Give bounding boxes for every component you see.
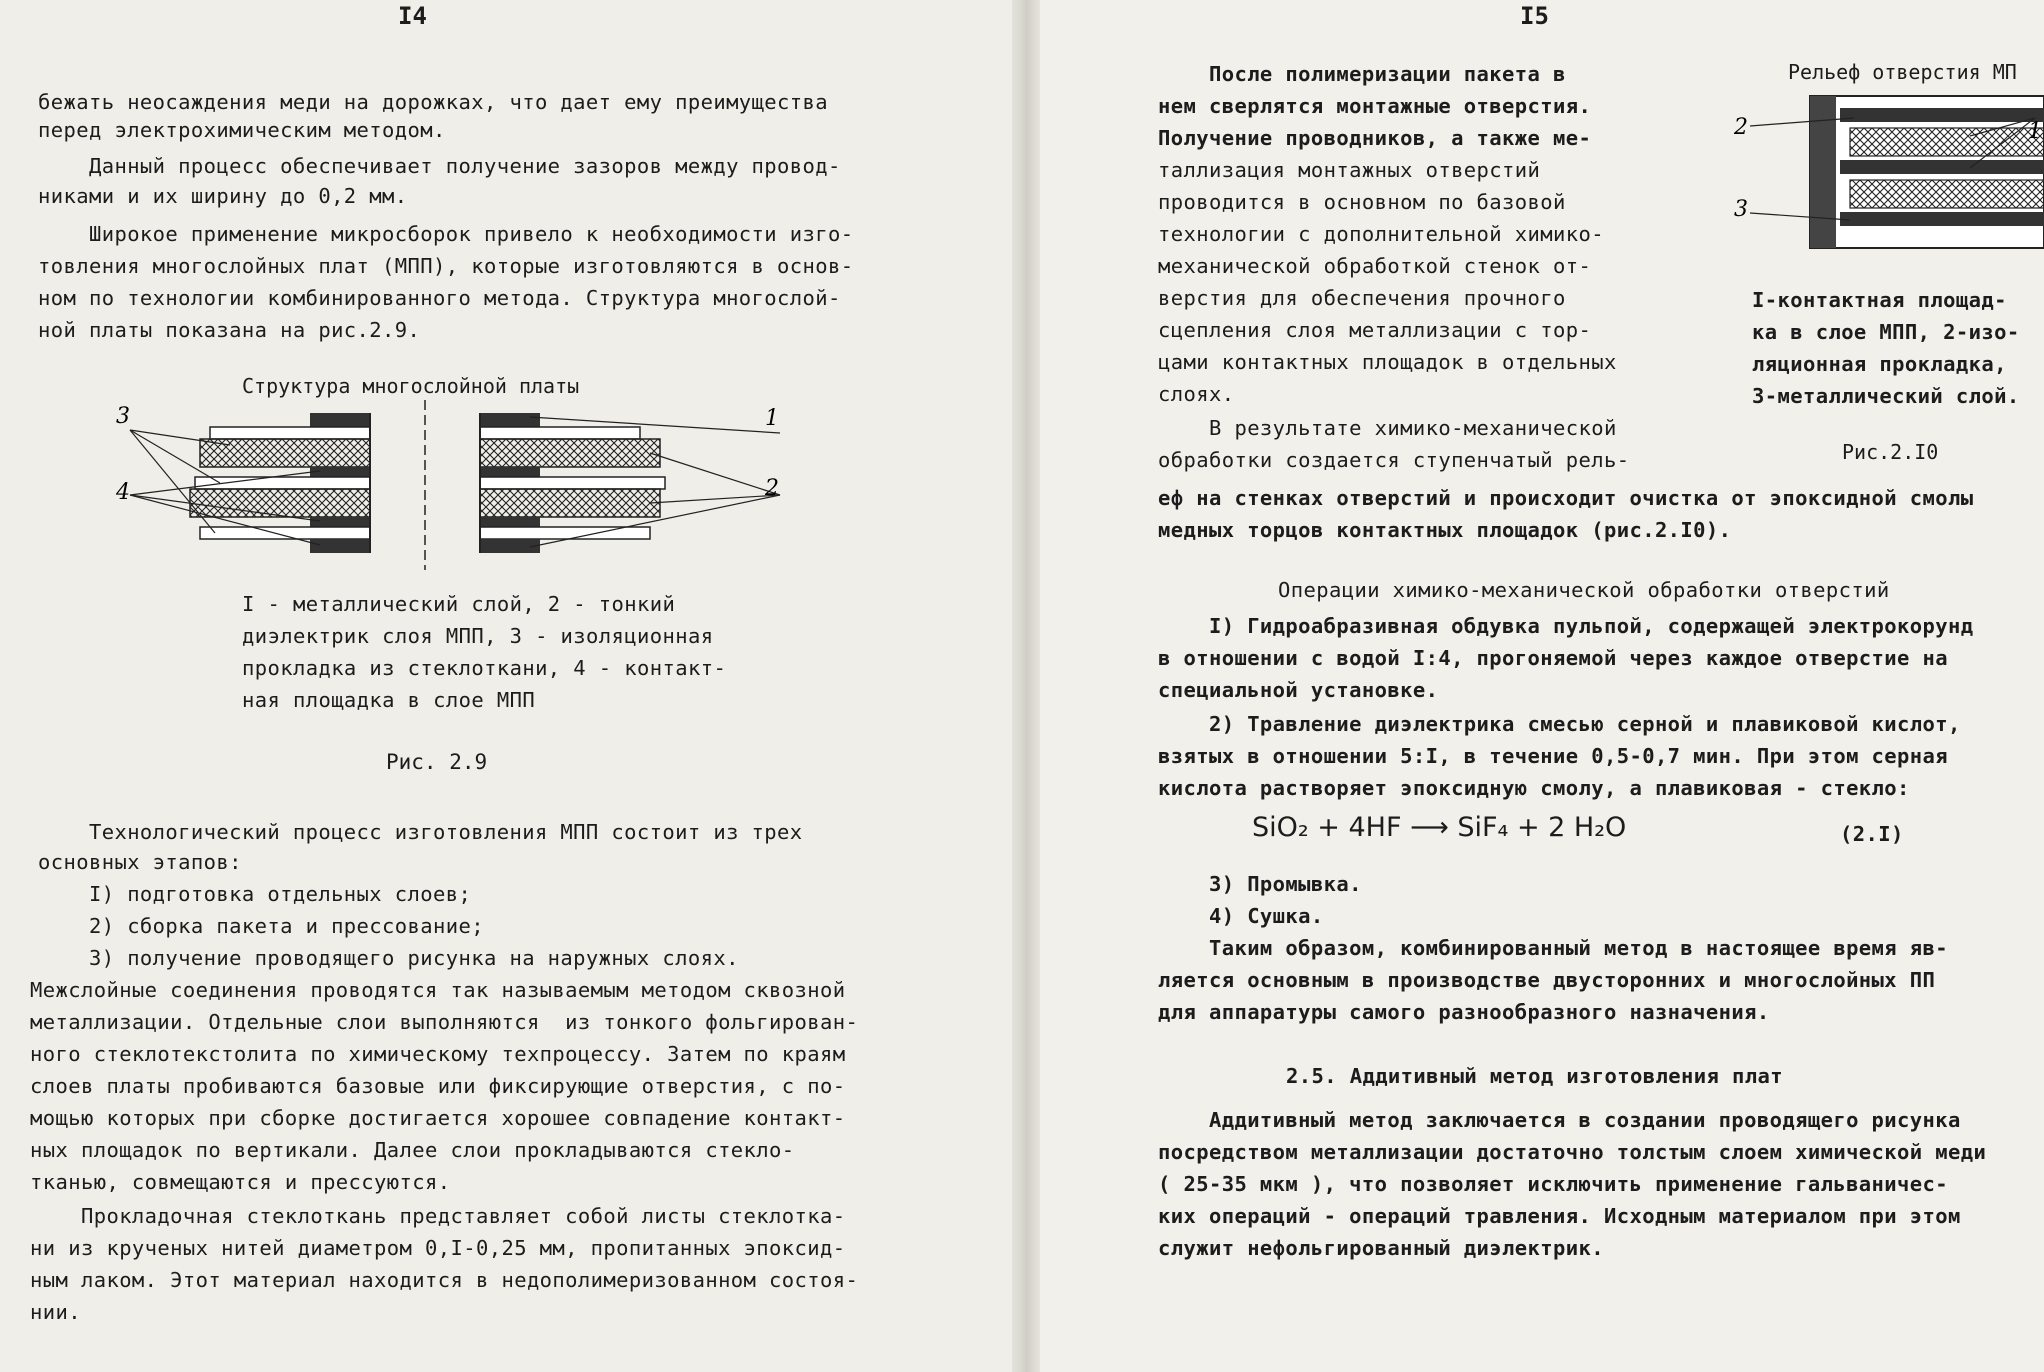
text-line: Межслойные соединения проводятся так называемым методом сквозной — [30, 978, 846, 1002]
text-line: нем сверлятся монтажные отверстия. — [1158, 94, 1592, 118]
text-line: ляется основным в производстве двусторонних и многослойных ПП — [1158, 968, 1936, 992]
text-line: металлизации. Отдельные слои выполняются из тонкого фольгирован- — [30, 1010, 859, 1034]
text-line: специальной установке. — [1158, 678, 1439, 702]
text-line: 2) сборка пакета и прессование; — [38, 914, 484, 938]
text-line: посредством металлизации достаточно толстым слоем химической меди — [1158, 1140, 1987, 1164]
text-line: перед электрохимическим методом. — [38, 118, 446, 142]
figure-number: Рис.2.I0 — [1842, 440, 1939, 464]
figure-label: 2 — [765, 476, 779, 501]
page-number: I4 — [398, 2, 427, 30]
figure-label: 2 — [1734, 115, 1748, 140]
figure-caption-line: I - металлический слой, 2 - тонкий — [242, 592, 676, 616]
text-line: 2) Травление диэлектрика смесью серной и плавиковой кислот, — [1158, 712, 1961, 736]
section-heading: Операции химико-механической обработки отверстий — [1278, 578, 1890, 602]
figure-label: 3 — [116, 404, 130, 429]
text-line: мощью которых при сборке достигается хорошее совпадение контакт- — [30, 1106, 846, 1130]
text-line: механической обработкой стенок от- — [1158, 254, 1592, 278]
text-line: ни из крученых нитей диаметром 0,I-0,25 мм, пропитанных эпоксид- — [30, 1236, 846, 1260]
text-line: ным лаком. Этот материал находится в недополимеризованном состоя- — [30, 1268, 859, 1292]
figure-label: 4 — [116, 480, 130, 505]
figure-title: Рельеф отверстия МП — [1788, 60, 2017, 84]
figure-label: 3 — [1734, 197, 1748, 222]
text-line: ких операций - операций травления. Исходным материалом при этом — [1158, 1204, 1961, 1228]
text-line: В результате химико-механической — [1158, 416, 1617, 440]
text-line: основных этапов: — [38, 850, 242, 874]
text-line: сцепления слоя металлизации с тор- — [1158, 318, 1592, 342]
text-line: Получение проводников, а также ме- — [1158, 126, 1592, 150]
figure-caption-line: 3-металлический слой. — [1752, 384, 2020, 408]
text-line: нии. — [30, 1300, 81, 1324]
text-line: медных торцов контактных площадок (рис.2.I0). — [1158, 518, 1732, 542]
figure-caption-line: диэлектрик слоя МПП, 3 - изоляционная — [242, 624, 714, 648]
figure-caption-line: ка в слое МПП, 2-изо- — [1752, 320, 2020, 344]
text-line: обработки создается ступенчатый рель- — [1158, 448, 1630, 472]
text-line: После полимеризации пакета в — [1158, 62, 1566, 86]
figure-caption-line: I-контактная площад- — [1752, 288, 2007, 312]
text-line: Данный процесс обеспечивает получение зазоров между провод- — [38, 154, 841, 178]
text-line: никами и их ширину до 0,2 мм. — [38, 184, 408, 208]
figure-label: 1 — [2028, 119, 2042, 144]
figure-label: 1 — [765, 406, 779, 431]
right-page — [1040, 0, 2044, 1372]
text-line: взятых в отношении 5:I, в течение 0,5-0,7 мин. При этом серная — [1158, 744, 1949, 768]
text-line: Широкое применение микросборок привело к необходимости изго- — [38, 222, 854, 246]
text-line: верстия для обеспечения прочного — [1158, 286, 1566, 310]
text-line: технологии с дополнительной химико- — [1158, 222, 1604, 246]
text-line: ного стеклотекстолита по химическому техпроцессу. Затем по краям — [30, 1042, 846, 1066]
text-line: цами контактных площадок в отдельных — [1158, 350, 1617, 374]
text-line: товления многослойных плат (МПП), которые изготовляются в основ- — [38, 254, 854, 278]
text-line: Прокладочная стеклоткань представляет собой листы стеклотка- — [30, 1204, 846, 1228]
equation-number: (2.I) — [1840, 822, 1904, 846]
text-line: I) подготовка отдельных слоев; — [38, 882, 472, 906]
text-line: в отношении с водой I:4, прогоняемой через каждое отверстие на — [1158, 646, 1949, 670]
text-line: служит нефольгированный диэлектрик. — [1158, 1236, 1604, 1260]
text-line: бежать неосаждения меди на дорожках, что дает ему преимущества — [38, 90, 829, 114]
text-line: Аддитивный метод заключается в создании проводящего рисунка — [1158, 1108, 1961, 1132]
left-page — [0, 0, 1012, 1372]
text-line: еф на стенках отверстий и происходит очистка от эпоксидной смолы — [1158, 486, 1974, 510]
chemical-equation: SiO₂ + 4HF ⟶ SiF₄ + 2 H₂O — [1252, 812, 1627, 843]
text-line: I) Гидроабразивная обдувка пульпой, содержащей электрокорунд — [1158, 614, 1974, 638]
multilayer-board-diagram — [110, 395, 810, 595]
text-line: таллизация монтажных отверстий — [1158, 158, 1541, 182]
text-line: ных площадок по вертикали. Далее слои прокладываются стекло- — [30, 1138, 795, 1162]
text-line: 3) получение проводящего рисунка на наружных слоях. — [38, 946, 739, 970]
text-line: слоях. — [1158, 382, 1235, 406]
figure-title: Структура многослойной платы — [242, 374, 580, 398]
figure-number: Рис. 2.9 — [386, 750, 488, 774]
page-number: I5 — [1520, 2, 1549, 30]
text-line: для аппаратуры самого разнообразного назначения. — [1158, 1000, 1770, 1024]
figure-caption-line: ляционная прокладка, — [1752, 352, 2007, 376]
section-title: 2.5. Аддитивный метод изготовления плат — [1286, 1064, 1783, 1088]
text-line: слоев платы пробиваются базовые или фиксирующие отверстия, с по- — [30, 1074, 846, 1098]
text-line: Таким образом, комбинированный метод в настоящее время яв- — [1158, 936, 1949, 960]
text-line: тканью, совмещаются и прессуются. — [30, 1170, 451, 1194]
text-line: 3) Промывка. — [1158, 872, 1362, 896]
figure-caption-line: прокладка из стеклоткани, 4 - контакт- — [242, 656, 727, 680]
text-line: ( 25-35 мкм ), что позволяет исключить применение гальваничес- — [1158, 1172, 1949, 1196]
text-line: проводится в основном по базовой — [1158, 190, 1566, 214]
figure-caption-line: ная площадка в слое МПП — [242, 688, 536, 712]
text-line: Технологический процесс изготовления МПП состоит из трех — [38, 820, 803, 844]
text-line: кислота растворяет эпоксидную смолу, а плавиковая - стекло: — [1158, 776, 1910, 800]
text-line: ной платы показана на рис.2.9. — [38, 318, 421, 342]
text-line: 4) Сушка. — [1158, 904, 1324, 928]
hole-relief-diagram — [1640, 88, 2044, 268]
text-line: ном по технологии комбинированного метода. Структура многослой- — [38, 286, 841, 310]
